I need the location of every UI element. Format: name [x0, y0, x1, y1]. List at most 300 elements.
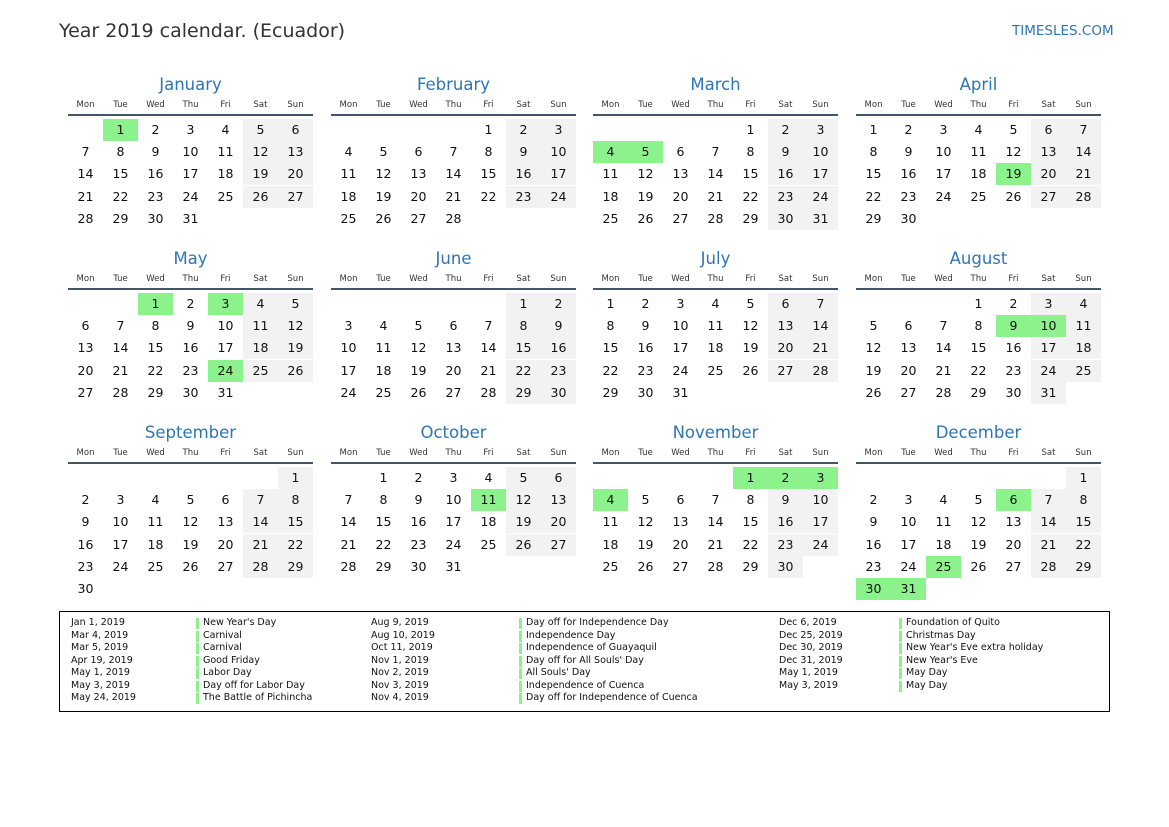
- day-cell: 19: [970, 536, 987, 552]
- day-cell: 31: [217, 384, 234, 400]
- day-cell: 14: [112, 340, 129, 356]
- day-cell: 7: [711, 144, 720, 160]
- day-cell: 28: [445, 210, 462, 226]
- day-cell: 5: [641, 492, 650, 508]
- month-title: April: [959, 75, 998, 94]
- day-cell: 21: [1031, 534, 1066, 556]
- day-cell: 2: [641, 296, 650, 311]
- day-cell: 1: [379, 470, 388, 485]
- day-cell: 30: [637, 384, 654, 400]
- day-cell: 30: [1005, 384, 1022, 400]
- day-cell: 29: [147, 384, 164, 400]
- weekday-header: Wed: [671, 448, 690, 458]
- day-cell: 20: [217, 536, 234, 552]
- legend-holiday-name: New Year's Day: [196, 617, 276, 630]
- day-cell: 1: [278, 467, 313, 489]
- legend-holiday-name: Christmas Day: [899, 630, 976, 643]
- day-cell: 13: [1005, 514, 1022, 530]
- day-cell: 17: [112, 536, 129, 552]
- day-cell: 7: [116, 318, 125, 334]
- day-cell: 9: [768, 141, 803, 163]
- day-cell: 30: [541, 382, 576, 404]
- day-cell: 4: [711, 296, 720, 311]
- day-cell: 3: [186, 122, 195, 137]
- day-cell: 22: [970, 362, 987, 378]
- day-cell: 26: [970, 558, 987, 574]
- month-title: February: [416, 75, 491, 94]
- legend-date: Apr 19, 2019: [71, 654, 133, 666]
- month-divider: [68, 114, 313, 116]
- day-cell: 29: [602, 384, 619, 400]
- day-cell: 27: [1031, 186, 1066, 208]
- day-cell: 18: [602, 188, 619, 204]
- weekday-header: Tue: [901, 274, 916, 284]
- day-cell: 27: [77, 384, 94, 400]
- day-cell: 24: [803, 534, 838, 556]
- day-cell: 23: [637, 362, 654, 378]
- day-cell: 21: [707, 536, 724, 552]
- day-cell: 8: [151, 318, 160, 334]
- day-cell: 12: [278, 315, 313, 337]
- day-cell: 29: [1066, 556, 1101, 578]
- weekday-header: Sun: [1075, 448, 1092, 458]
- day-cell: 8: [484, 144, 493, 160]
- day-cell: 20: [768, 337, 803, 359]
- day-cell: 10: [803, 489, 838, 511]
- day-cell: 3: [1031, 293, 1066, 315]
- legend-date: Dec 30, 2019: [779, 642, 843, 653]
- day-cell: 29: [278, 556, 313, 578]
- day-cell: 10: [803, 141, 838, 163]
- weekday-header: Sun: [812, 448, 829, 458]
- weekday-header: Thu: [182, 448, 199, 458]
- legend-date: Aug 9, 2019: [371, 617, 429, 628]
- day-cell: 15: [278, 511, 313, 533]
- day-cell: 9: [506, 141, 541, 163]
- legend-date: Oct 11, 2019: [371, 642, 433, 653]
- legend-date: Jan 1, 2019: [71, 617, 125, 628]
- day-cell: 14: [935, 340, 952, 356]
- day-cell: 31: [672, 384, 689, 400]
- day-cell: 7: [711, 492, 720, 508]
- day-cell: 14: [1031, 511, 1066, 533]
- weekday-header: Sat: [253, 100, 268, 110]
- day-cell: 26: [278, 360, 313, 382]
- day-cell: 11: [375, 340, 392, 356]
- day-cell: 13: [672, 166, 689, 182]
- day-cell: 9: [414, 492, 423, 508]
- weekday-header: Sun: [287, 448, 304, 458]
- day-cell: 2: [541, 293, 576, 315]
- weekday-header: Fri: [1008, 100, 1019, 110]
- weekday-header: Fri: [483, 274, 494, 284]
- day-cell: 28: [707, 210, 724, 226]
- weekday-header: Thu: [707, 100, 724, 110]
- day-cell: 25: [217, 188, 234, 204]
- day-cell: 19: [375, 188, 392, 204]
- day-cell: 19: [637, 188, 654, 204]
- day-cell: 29: [375, 558, 392, 574]
- day-cell: 17: [182, 166, 199, 182]
- day-cell: 23: [182, 362, 199, 378]
- day-cell: 19: [278, 337, 313, 359]
- day-cell: 8: [974, 318, 983, 334]
- day-cell: 21: [1066, 163, 1101, 185]
- legend-date: Mar 5, 2019: [71, 642, 129, 653]
- day-cell: 20: [410, 188, 427, 204]
- legend-date: May 1, 2019: [779, 667, 838, 678]
- weekday-header: Tue: [901, 448, 916, 458]
- day-cell: 26: [410, 384, 427, 400]
- day-cell: 17: [672, 340, 689, 356]
- day-cell: 16: [541, 337, 576, 359]
- day-cell: 12: [182, 514, 199, 530]
- day-cell: 30: [182, 384, 199, 400]
- day-cell: 11: [707, 318, 724, 334]
- day-cell: 18: [243, 337, 278, 359]
- day-cell: 15: [375, 514, 392, 530]
- day-cell: 13: [217, 514, 234, 530]
- day-cell: 6: [676, 144, 685, 160]
- day-cell: 28: [1066, 186, 1101, 208]
- day-cell: 30: [410, 558, 427, 574]
- day-cell: 25: [375, 384, 392, 400]
- day-cell: 3: [541, 119, 576, 141]
- day-cell: 23: [147, 188, 164, 204]
- day-cell: 29: [865, 210, 882, 226]
- weekday-header: Fri: [745, 100, 756, 110]
- day-cell: 30: [147, 210, 164, 226]
- day-cell: 8: [869, 144, 878, 160]
- day-cell: 7: [484, 318, 493, 334]
- day-cell: 20: [77, 362, 94, 378]
- day-cell: 26: [637, 558, 654, 574]
- day-cell: 14: [445, 166, 462, 182]
- day-cell: 5: [186, 492, 195, 508]
- day-cell: 27: [1005, 558, 1022, 574]
- day-cell: 6: [278, 119, 313, 141]
- weekday-header: Wed: [409, 274, 428, 284]
- month-title: December: [935, 423, 1022, 442]
- day-cell: 14: [803, 315, 838, 337]
- day-cell: 16: [768, 511, 803, 533]
- legend-holiday-name: New Year's Eve: [899, 655, 978, 668]
- day-cell: 20: [672, 536, 689, 552]
- day-cell: 10: [340, 340, 357, 356]
- day-cell: 10: [112, 514, 129, 530]
- day-cell: 22: [506, 360, 541, 382]
- day-cell: 22: [742, 188, 759, 204]
- weekday-header: Wed: [934, 448, 953, 458]
- day-cell: 28: [480, 384, 497, 400]
- day-cell: 16: [182, 340, 199, 356]
- day-cell: 14: [340, 514, 357, 530]
- month-title: July: [700, 249, 731, 268]
- day-cell: 13: [541, 489, 576, 511]
- legend-date: Nov 1, 2019: [371, 654, 429, 666]
- holiday-day-cell: 3: [208, 293, 243, 315]
- weekday-header: Tue: [638, 274, 653, 284]
- month-divider: [593, 114, 838, 116]
- day-cell: 12: [375, 166, 392, 182]
- day-cell: 6: [676, 492, 685, 508]
- legend-date: May 3, 2019: [71, 679, 130, 691]
- day-cell: 27: [410, 210, 427, 226]
- day-cell: 18: [147, 536, 164, 552]
- day-cell: 28: [1031, 556, 1066, 578]
- day-cell: 18: [707, 340, 724, 356]
- day-cell: 8: [606, 318, 615, 334]
- month-divider: [856, 114, 1101, 116]
- holiday-day-cell: 11: [471, 489, 506, 511]
- legend-holiday-name: New Year's Eve extra holiday: [899, 642, 1043, 655]
- day-cell: 15: [742, 166, 759, 182]
- day-cell: 1: [1066, 467, 1101, 489]
- weekday-header: Sat: [253, 448, 268, 458]
- day-cell: 6: [541, 467, 576, 489]
- month-divider: [331, 114, 576, 116]
- day-cell: 20: [672, 188, 689, 204]
- day-cell: 24: [1031, 360, 1066, 382]
- day-cell: 21: [77, 188, 94, 204]
- day-cell: 26: [182, 558, 199, 574]
- holiday-day-cell: 3: [803, 467, 838, 489]
- day-cell: 7: [344, 492, 353, 508]
- day-cell: 23: [506, 186, 541, 208]
- weekday-header: Wed: [409, 100, 428, 110]
- weekday-header: Tue: [113, 274, 128, 284]
- day-cell: 16: [410, 514, 427, 530]
- weekday-header: Wed: [146, 100, 165, 110]
- holiday-day-cell: 10: [1031, 315, 1066, 337]
- day-cell: 31: [803, 208, 838, 230]
- day-cell: 10: [445, 492, 462, 508]
- day-cell: 9: [869, 514, 878, 530]
- weekday-header: Sat: [1041, 448, 1056, 458]
- day-cell: 27: [672, 210, 689, 226]
- day-cell: 11: [243, 315, 278, 337]
- weekday-header: Sat: [778, 274, 793, 284]
- weekday-header: Tue: [376, 100, 391, 110]
- day-cell: 9: [768, 489, 803, 511]
- weekday-header: Sun: [550, 100, 567, 110]
- day-cell: 20: [278, 163, 313, 185]
- day-cell: 1: [506, 293, 541, 315]
- day-cell: 2: [1009, 296, 1018, 311]
- day-cell: 29: [742, 558, 759, 574]
- day-cell: 30: [768, 556, 803, 578]
- day-cell: 25: [340, 210, 357, 226]
- day-cell: 4: [221, 122, 230, 137]
- site-link[interactable]: TIMESLES.COM: [1012, 23, 1114, 39]
- weekday-header: Sun: [550, 274, 567, 284]
- page-title: Year 2019 calendar. (Ecuador): [59, 20, 346, 42]
- weekday-header: Sun: [550, 448, 567, 458]
- day-cell: 21: [340, 536, 357, 552]
- holiday-day-cell: 24: [208, 360, 243, 382]
- day-cell: 21: [112, 362, 129, 378]
- day-cell: 23: [410, 536, 427, 552]
- day-cell: 2: [904, 122, 913, 137]
- day-cell: 22: [1066, 534, 1101, 556]
- day-cell: 24: [340, 384, 357, 400]
- weekday-header: Fri: [483, 100, 494, 110]
- holiday-legend: [59, 611, 1110, 712]
- weekday-header: Fri: [745, 448, 756, 458]
- day-cell: 4: [939, 492, 948, 508]
- day-cell: 16: [77, 536, 94, 552]
- day-cell: 6: [1031, 119, 1066, 141]
- month-title: June: [435, 249, 472, 268]
- day-cell: 2: [414, 470, 423, 485]
- day-cell: 10: [182, 144, 199, 160]
- day-cell: 14: [480, 340, 497, 356]
- day-cell: 26: [637, 210, 654, 226]
- day-cell: 16: [1005, 340, 1022, 356]
- day-cell: 27: [445, 384, 462, 400]
- month-title: March: [690, 75, 741, 94]
- legend-holiday-name: Day off for Independence of Cuenca: [519, 692, 698, 705]
- weekday-header: Mon: [601, 100, 620, 110]
- weekday-header: Mon: [76, 274, 95, 284]
- weekday-header: Sat: [778, 448, 793, 458]
- weekday-header: Fri: [220, 274, 231, 284]
- day-cell: 15: [602, 340, 619, 356]
- month-divider: [68, 462, 313, 464]
- weekday-header: Sun: [287, 274, 304, 284]
- day-cell: 28: [935, 384, 952, 400]
- weekday-header: Tue: [376, 274, 391, 284]
- day-cell: 22: [480, 188, 497, 204]
- day-cell: 18: [1066, 337, 1101, 359]
- month-divider: [593, 462, 838, 464]
- legend-holiday-name: Labor Day: [196, 667, 252, 680]
- day-cell: 24: [445, 536, 462, 552]
- weekday-header: Wed: [934, 274, 953, 284]
- day-cell: 3: [904, 492, 913, 508]
- legend-holiday-name: All Souls' Day: [519, 667, 591, 680]
- weekday-header: Wed: [671, 100, 690, 110]
- weekday-header: Sat: [1041, 100, 1056, 110]
- day-cell: 21: [935, 362, 952, 378]
- weekday-header: Sat: [516, 100, 531, 110]
- day-cell: 15: [147, 340, 164, 356]
- weekday-header: Sat: [516, 274, 531, 284]
- day-cell: 25: [707, 362, 724, 378]
- day-cell: 12: [637, 166, 654, 182]
- day-cell: 31: [445, 558, 462, 574]
- day-cell: 18: [480, 514, 497, 530]
- day-cell: 6: [81, 318, 90, 334]
- holiday-day-cell: 1: [733, 467, 768, 489]
- day-cell: 1: [606, 296, 615, 311]
- day-cell: 4: [974, 122, 983, 137]
- weekday-header: Thu: [445, 448, 462, 458]
- holiday-day-cell: 1: [138, 293, 173, 315]
- day-cell: 27: [541, 534, 576, 556]
- weekday-header: Sun: [1075, 100, 1092, 110]
- day-cell: 12: [970, 514, 987, 530]
- day-cell: 22: [278, 534, 313, 556]
- weekday-header: Fri: [1008, 274, 1019, 284]
- day-cell: 1: [869, 122, 878, 137]
- day-cell: 28: [340, 558, 357, 574]
- day-cell: 16: [900, 166, 917, 182]
- day-cell: 13: [672, 514, 689, 530]
- legend-date: Dec 6, 2019: [779, 617, 837, 628]
- day-cell: 20: [1005, 536, 1022, 552]
- weekday-header: Thu: [445, 100, 462, 110]
- day-cell: 24: [541, 186, 576, 208]
- day-cell: 5: [869, 318, 878, 334]
- legend-holiday-name: Independence of Cuenca: [519, 680, 644, 693]
- day-cell: 16: [506, 163, 541, 185]
- day-cell: 30: [768, 208, 803, 230]
- day-cell: 12: [410, 340, 427, 356]
- day-cell: 26: [1005, 188, 1022, 204]
- day-cell: 7: [449, 144, 458, 160]
- day-cell: 23: [768, 534, 803, 556]
- legend-date: Nov 4, 2019: [371, 692, 429, 703]
- day-cell: 5: [746, 296, 755, 311]
- day-cell: 26: [865, 384, 882, 400]
- day-cell: 2: [768, 119, 803, 141]
- day-cell: 12: [742, 318, 759, 334]
- day-cell: 17: [1031, 337, 1066, 359]
- weekday-header: Sat: [516, 448, 531, 458]
- day-cell: 10: [541, 141, 576, 163]
- day-cell: 26: [506, 534, 541, 556]
- day-cell: 16: [768, 163, 803, 185]
- day-cell: 4: [151, 492, 160, 508]
- day-cell: 26: [243, 186, 278, 208]
- day-cell: 5: [414, 318, 423, 334]
- day-cell: 17: [803, 511, 838, 533]
- day-cell: 28: [77, 210, 94, 226]
- day-cell: 14: [243, 511, 278, 533]
- day-cell: 31: [1031, 382, 1066, 404]
- day-cell: 12: [865, 340, 882, 356]
- month-divider: [593, 288, 838, 290]
- day-cell: 2: [81, 492, 90, 508]
- holiday-day-cell: 2: [768, 467, 803, 489]
- day-cell: 28: [707, 558, 724, 574]
- day-cell: 23: [1005, 362, 1022, 378]
- weekday-header: Thu: [970, 274, 987, 284]
- weekday-header: Wed: [409, 448, 428, 458]
- day-cell: 20: [445, 362, 462, 378]
- day-cell: 18: [340, 188, 357, 204]
- day-cell: 17: [445, 514, 462, 530]
- day-cell: 17: [340, 362, 357, 378]
- weekday-header: Sat: [253, 274, 268, 284]
- weekday-header: Fri: [483, 448, 494, 458]
- legend-date: Mar 4, 2019: [71, 629, 129, 641]
- day-cell: 19: [410, 362, 427, 378]
- weekday-header: Mon: [339, 100, 358, 110]
- weekday-header: Wed: [146, 448, 165, 458]
- weekday-header: Thu: [970, 100, 987, 110]
- day-cell: 27: [900, 384, 917, 400]
- weekday-header: Mon: [864, 274, 883, 284]
- weekday-header: Thu: [182, 100, 199, 110]
- legend-holiday-name: Day off for Independence Day: [519, 617, 669, 630]
- day-cell: 8: [1066, 489, 1101, 511]
- day-cell: 6: [449, 318, 458, 334]
- day-cell: 11: [602, 514, 619, 530]
- day-cell: 3: [939, 122, 948, 137]
- weekday-header: Thu: [970, 448, 987, 458]
